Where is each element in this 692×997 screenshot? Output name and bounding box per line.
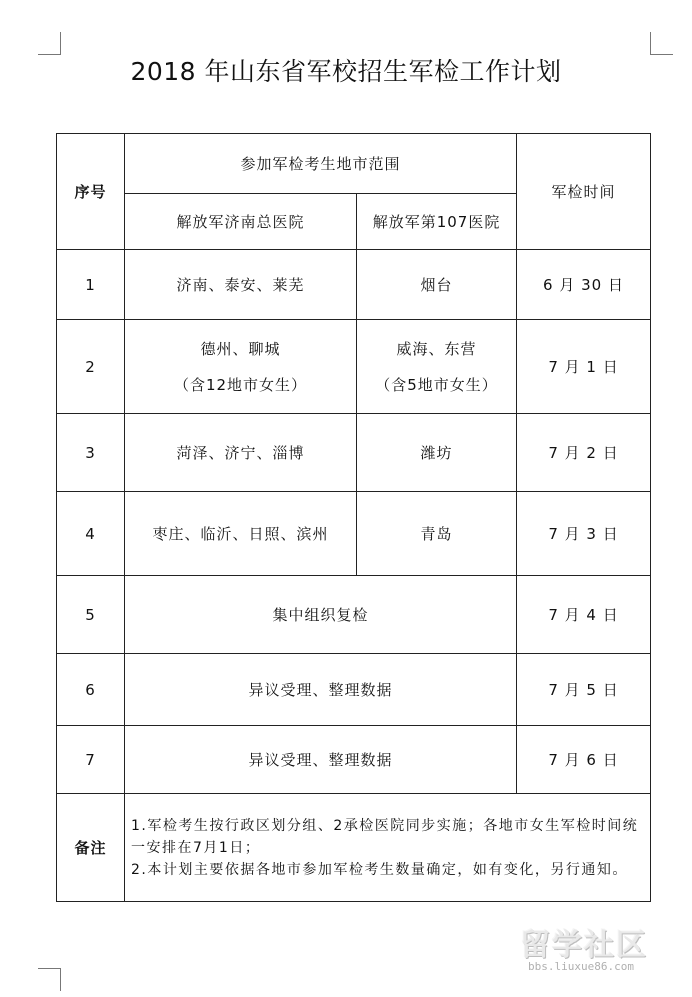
- row-merged-task: 集中组织复检: [125, 576, 517, 654]
- row-merged-task: 异议受理、整理数据: [125, 726, 517, 794]
- page-title: 2018 年山东省军校招生军检工作计划: [130, 57, 562, 86]
- header-hospital-107: 解放军第107医院: [357, 194, 517, 250]
- row-time: 7 月 2 日: [517, 414, 651, 492]
- page-corner-mark: [38, 968, 61, 991]
- row-107-cities: 潍坊: [357, 414, 517, 492]
- notes-row: [57, 794, 651, 902]
- table-row: [57, 576, 651, 654]
- row-time: 6 月 30 日: [517, 250, 651, 320]
- watermark: [520, 920, 690, 980]
- notes-text: [125, 794, 651, 902]
- row-time: 7 月 3 日: [517, 492, 651, 576]
- notes-label: 备注: [57, 794, 125, 902]
- header-hospital-jinan: 解放军济南总医院: [125, 194, 357, 250]
- row-time: 7 月 4 日: [517, 576, 651, 654]
- row-seq: 5: [57, 576, 125, 654]
- table-row: [57, 654, 651, 726]
- row-seq: 1: [57, 250, 125, 320]
- row-jinan-cities: 菏泽、济宁、淄博: [125, 414, 357, 492]
- row-107-cities: 烟台: [357, 250, 517, 320]
- row-merged-task: 异议受理、整理数据: [125, 654, 517, 726]
- header-time: 军检时间: [517, 134, 651, 250]
- table-row: [57, 250, 651, 320]
- row-jinan-cities: 德州、聊城 （含12地市女生）: [125, 320, 357, 414]
- row-107-cities: 威海、东营 （含5地市女生）: [357, 320, 517, 414]
- schedule-table: [56, 133, 651, 902]
- row-seq: 3: [57, 414, 125, 492]
- row-seq: 6: [57, 654, 125, 726]
- row-time: 7 月 6 日: [517, 726, 651, 794]
- header-scope: 参加军检考生地市范围: [125, 134, 517, 194]
- table-row: [57, 492, 651, 576]
- row-seq: 4: [57, 492, 125, 576]
- watermark-url: bbs.liuxue86.com: [528, 960, 634, 973]
- table-row: [57, 414, 651, 492]
- row-seq: 7: [57, 726, 125, 794]
- row-jinan-cities: 枣庄、临沂、日照、滨州: [125, 492, 357, 576]
- watermark-logo-text: 留学社区: [520, 928, 648, 963]
- row-seq: 2: [57, 320, 125, 414]
- note-1: 1.军检考生按行政区划分组、2承检医院同步实施；各地市女生军检时间统一安排在7月1日；: [131, 817, 639, 856]
- row-time: 7 月 1 日: [517, 320, 651, 414]
- row-jinan-cities: 济南、泰安、莱芜: [125, 250, 357, 320]
- header-seq: 序号: [57, 134, 125, 250]
- row-107-cities: 青岛: [357, 492, 517, 576]
- row-time: 7 月 5 日: [517, 654, 651, 726]
- note-2: 2.本计划主要依据各地市参加军检考生数量确定，如有变化，另行通知。: [131, 861, 628, 878]
- table-row: [57, 320, 651, 414]
- table-row: [57, 726, 651, 794]
